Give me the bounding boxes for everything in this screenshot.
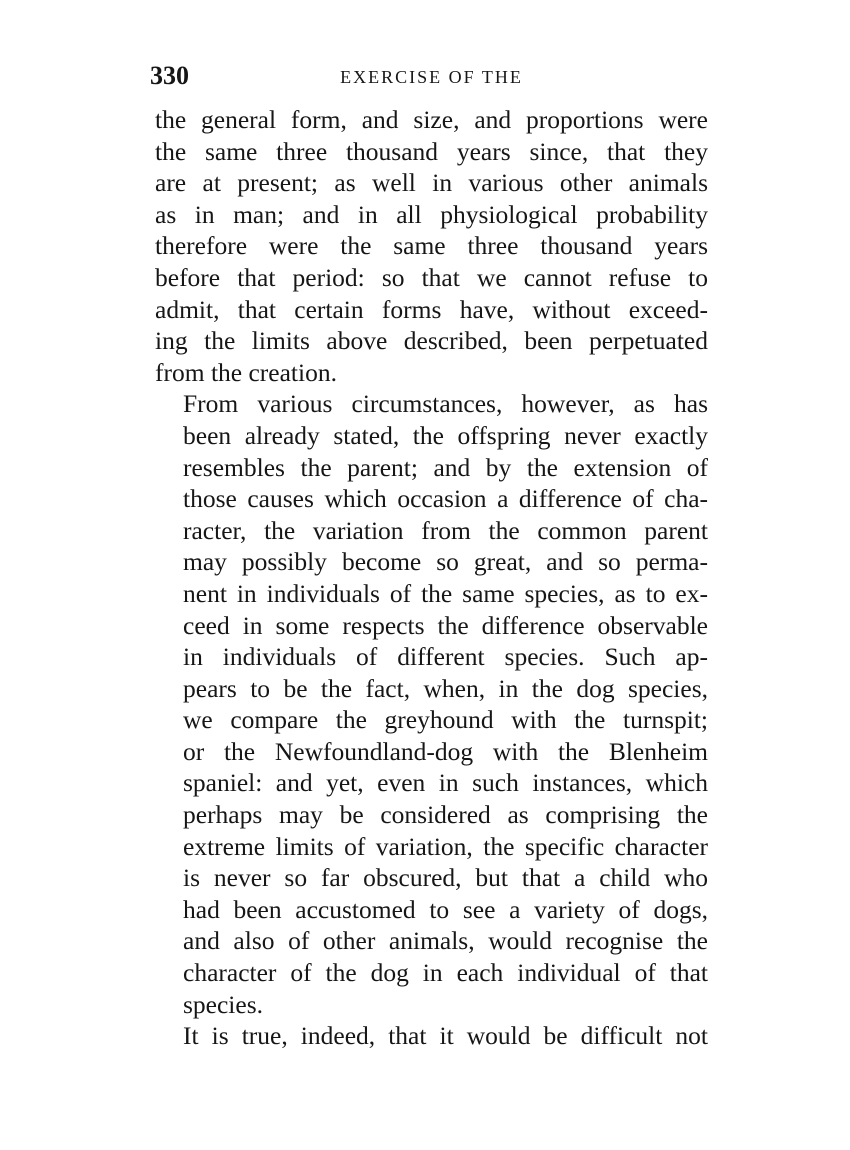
body-text xyxy=(155,104,708,1052)
text-line: we compare the greyhound with the turnspit; xyxy=(183,705,708,735)
text-line: as in man; and in all physiological probability xyxy=(155,199,708,229)
text-line: been already stated, the offspring never exactly xyxy=(183,420,708,450)
text-line: admit, that certain forms have, without exceed- xyxy=(155,294,708,324)
text-line: ceed in some respects the difference observable xyxy=(183,610,708,640)
text-line: From various circumstances, however, as has xyxy=(183,389,708,419)
text-line: is never so far obscured, but that a child who xyxy=(183,863,708,893)
paragraph xyxy=(155,104,708,388)
text-line: may possibly become so great, and so perma- xyxy=(183,547,708,577)
text-line: those causes which occasion a difference of cha- xyxy=(183,484,708,514)
paragraph xyxy=(155,1020,708,1052)
text-line: in individuals of different species. Such ap- xyxy=(183,642,708,672)
text-line: perhaps may be considered as comprising the xyxy=(183,800,708,830)
text-line: the same three thousand years since, that they xyxy=(155,136,708,166)
text-line: racter, the variation from the common parent xyxy=(183,515,708,545)
text-line: nent in individuals of the same species, as to ex- xyxy=(183,578,708,608)
text-line: resembles the parent; and by the extension of xyxy=(183,452,708,482)
text-line: had been accustomed to see a variety of dogs, xyxy=(183,894,708,924)
text-line: from the creation. xyxy=(155,357,337,387)
text-line: species. xyxy=(183,989,264,1019)
running-head-title: EXERCISE OF THE xyxy=(340,67,523,87)
text-line: are at present; as well in various other animals xyxy=(155,168,708,198)
text-line: and also of other animals, would recognise the xyxy=(183,926,708,956)
running-head xyxy=(150,60,713,92)
text-line: extreme limits of variation, the specific character xyxy=(183,831,708,861)
text-line: therefore were the same three thousand years xyxy=(155,231,708,261)
text-line: spaniel: and yet, even in such instances, which xyxy=(183,768,708,798)
paragraph xyxy=(155,388,708,1020)
text-line: or the Newfoundland-dog with the Blenheim xyxy=(183,736,708,766)
text-line: the general form, and size, and proportions were xyxy=(155,105,708,134)
page-number: 330 xyxy=(150,61,189,90)
text-line: ing the limits above described, been perpetuated xyxy=(155,326,708,356)
text-line: character of the dog in each individual of that xyxy=(183,958,708,988)
text-line: before that period: so that we cannot refuse to xyxy=(155,262,708,292)
text-line: pears to be the fact, when, in the dog species, xyxy=(183,673,708,703)
text-line: It is true, indeed, that it would be difficult not xyxy=(183,1021,708,1051)
